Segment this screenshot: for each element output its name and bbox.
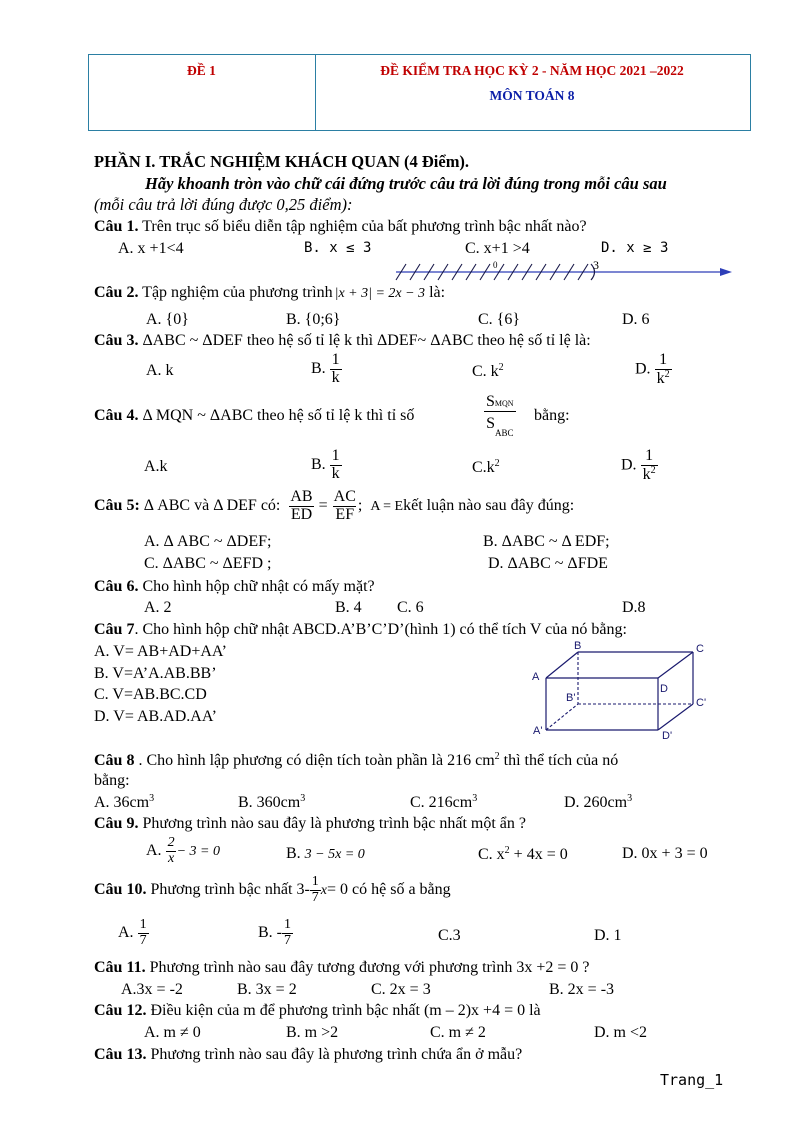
q11-option-d: B. 2x = -3 [549, 981, 615, 998]
figure-rectangular-prism [528, 638, 718, 742]
q1-option-b: B. x ≤ 3 [304, 240, 372, 256]
q7-option-d: D. V= AB.AD.AA’ [94, 708, 217, 725]
q4-option-b: B. $\frac{1}{k}$ [311, 447, 340, 482]
q2-option-c: C. {6} [478, 311, 521, 328]
q9-option-c: C. $x^2 + 4x = 0$ [478, 845, 568, 863]
q10-option-d: D. 1 [594, 927, 622, 944]
vertex-D-prime: D' [662, 730, 673, 742]
vertex-B-prime: B' [566, 692, 576, 704]
q10-option-b: B. - $\frac{1}{7}$ [258, 917, 291, 948]
q5-option-a: A. Δ ABC ~ ΔDEF; [144, 533, 272, 550]
q8-option-a: A. $36cm^3$ [94, 793, 155, 811]
q8-option-b: B. $360cm^3$ [238, 793, 306, 811]
question-12: Câu 12. Điều kiện của m để phương trình bậc nhất (m – 2)x +4 = 0 là [94, 1002, 541, 1019]
exam-title: ĐỀ KIỂM TRA HỌC KỲ 2 - NĂM HỌC 2021 –2022 [380, 63, 684, 78]
q10-option-a: A. $\frac{1}{7}$ [118, 917, 147, 948]
q9-option-d: D. 0x + 3 = 0 [622, 845, 708, 862]
q4-option-a: A.k [144, 458, 168, 475]
exam-code: ĐỀ 1 [187, 63, 216, 78]
q11-option-a: A.3x = -2 [121, 981, 183, 998]
q4-ratio: $\frac{\text{SMQN}}{S_{ABC}}$ [486, 393, 514, 438]
tick-label-0: 0 [493, 260, 498, 270]
tick-label-3: 3 [593, 258, 599, 272]
vertex-C: C [696, 643, 704, 655]
part1-instruction-cont: (mỗi câu trả lời đúng được 0,25 điểm): [94, 195, 353, 214]
question-2: Câu 2. Tập nghiệm của phương trình |x + 3| = 2x − 3 là: [94, 284, 446, 301]
question-13: Câu 13. Phương trình nào sau đây là phương trình chứa ẩn ở mẫu? [94, 1046, 523, 1063]
question-4: Câu 4. Δ MQN ~ ΔABC theo hệ số tỉ lệ k thì tỉ số [94, 407, 415, 424]
question-1: Câu 1. Trên trục số biểu diễn tập nghiệm của bất phương trình bậc nhất nào? [94, 218, 587, 235]
q5-option-c: C. ΔABC ~ ΔEFD ; [144, 555, 272, 572]
q2-option-a: A. {0} [146, 311, 189, 328]
q6-option-a: A. 2 [144, 599, 172, 616]
question-3: Câu 3. ΔABC ~ ΔDEF theo hệ số tỉ lệ k thì ΔDEF~ ΔABC theo hệ số tỉ lệ là: [94, 332, 591, 349]
q8-option-d: D. $260cm^3$ [564, 793, 633, 811]
vertex-A-prime: A' [533, 725, 543, 737]
q8-option-c: C. $216cm^3$ [410, 793, 478, 811]
q7-option-c: C. V=AB.BC.CD [94, 686, 207, 703]
q5-option-b: B. ΔABC ~ Δ EDF; [483, 533, 610, 550]
number-line-arrow [720, 268, 732, 276]
question-6: Câu 6. Cho hình hộp chữ nhật có mấy mặt? [94, 578, 375, 595]
question-7: Câu 7. Cho hình hộp chữ nhật ABCD.A’B’C’D’(hình 1) có thể tích V của nó bằng: [94, 621, 627, 638]
q7-option-b: B. V=A’A.AB.BB’ [94, 665, 217, 682]
q3-option-d: D. $\frac{1}{k^2}$ [635, 351, 670, 387]
vertex-A: A [532, 671, 540, 683]
question-9: Câu 9. Phương trình nào sau đây là phương trình bậc nhất một ẩn ? [94, 815, 526, 832]
q12-option-d: D. m <2 [594, 1024, 648, 1041]
question-10: Câu 10. Phương trình bậc nhất 3- $\frac{1}{7}$ x= 0 có hệ số a bằng [94, 874, 451, 905]
exam-subject: MÔN TOÁN 8 [489, 88, 575, 103]
part1-instruction: Hãy khoanh tròn vào chữ cái đứng trước câu trả lời đúng trong mỗi câu sau [145, 174, 667, 193]
vertex-B: B [574, 640, 582, 652]
q11-option-b: B. 3x = 2 [237, 981, 297, 998]
q4-option-d: D. $\frac{1}{k^2}$ [621, 447, 656, 483]
q1-option-d: D. x ≥ 3 [601, 240, 669, 256]
q5-option-d: D. ΔABC ~ ΔFDE [488, 555, 608, 572]
q10-option-c: C.3 [438, 927, 461, 944]
question-8-cont: bằng: [94, 772, 130, 789]
question-8: Câu 8 . Cho hình lập phương có diện tích toàn phần là 216 $cm^2$ thì thể tích của nó [94, 751, 619, 769]
vertex-C-prime: C' [696, 697, 707, 709]
q12-option-a: A. m ≠ 0 [144, 1024, 201, 1041]
q12-option-c: C. m ≠ 2 [430, 1024, 486, 1041]
q2-option-d: D. 6 [622, 311, 650, 328]
q4-end: bằng: [534, 407, 570, 424]
q4-option-c: $C.k^2$ [472, 458, 500, 476]
q6-option-b: B. 4 [335, 599, 362, 616]
q9-option-a: A. $\frac{2}{x}$ − 3 = 0 [146, 835, 220, 866]
question-11: Câu 11. Phương trình nào sau đây tương đương với phương trình 3x +2 = 0 ? [94, 959, 590, 976]
q1-option-a: A. x +1<4 [118, 240, 184, 257]
q1-option-c: C. x+1 >4 [465, 240, 530, 257]
q3-option-a: A. k [146, 362, 174, 379]
q12-option-b: B. m >2 [286, 1024, 339, 1041]
q11-option-c: C. 2x = 3 [371, 981, 431, 998]
vertex-D: D [660, 683, 668, 695]
q6-option-d: D.8 [622, 599, 646, 616]
number-line [392, 258, 737, 284]
page-number: Trang_1 [660, 1071, 724, 1089]
q6-option-c: C. 6 [397, 599, 424, 616]
question-5: Câu 5: Δ ABC và Δ DEF có: $\frac{AB}{ED}$ = $\frac{AC}{EF}$ ; A = Ekết luận nào sau đây đúng: [94, 488, 575, 523]
q3-option-c: C. $k^2$ [472, 362, 504, 380]
q3-option-b: B. $\frac{1}{k}$ [311, 351, 340, 386]
part1-title: PHẦN I. TRẮC NGHIỆM KHÁCH QUAN (4 Điểm). [94, 152, 470, 171]
q9-option-b: B. 3 − 5x = 0 [286, 845, 365, 862]
q2-option-b: B. {0;6} [286, 311, 341, 328]
q7-option-a: A. V= AB+AD+AA’ [94, 643, 228, 660]
